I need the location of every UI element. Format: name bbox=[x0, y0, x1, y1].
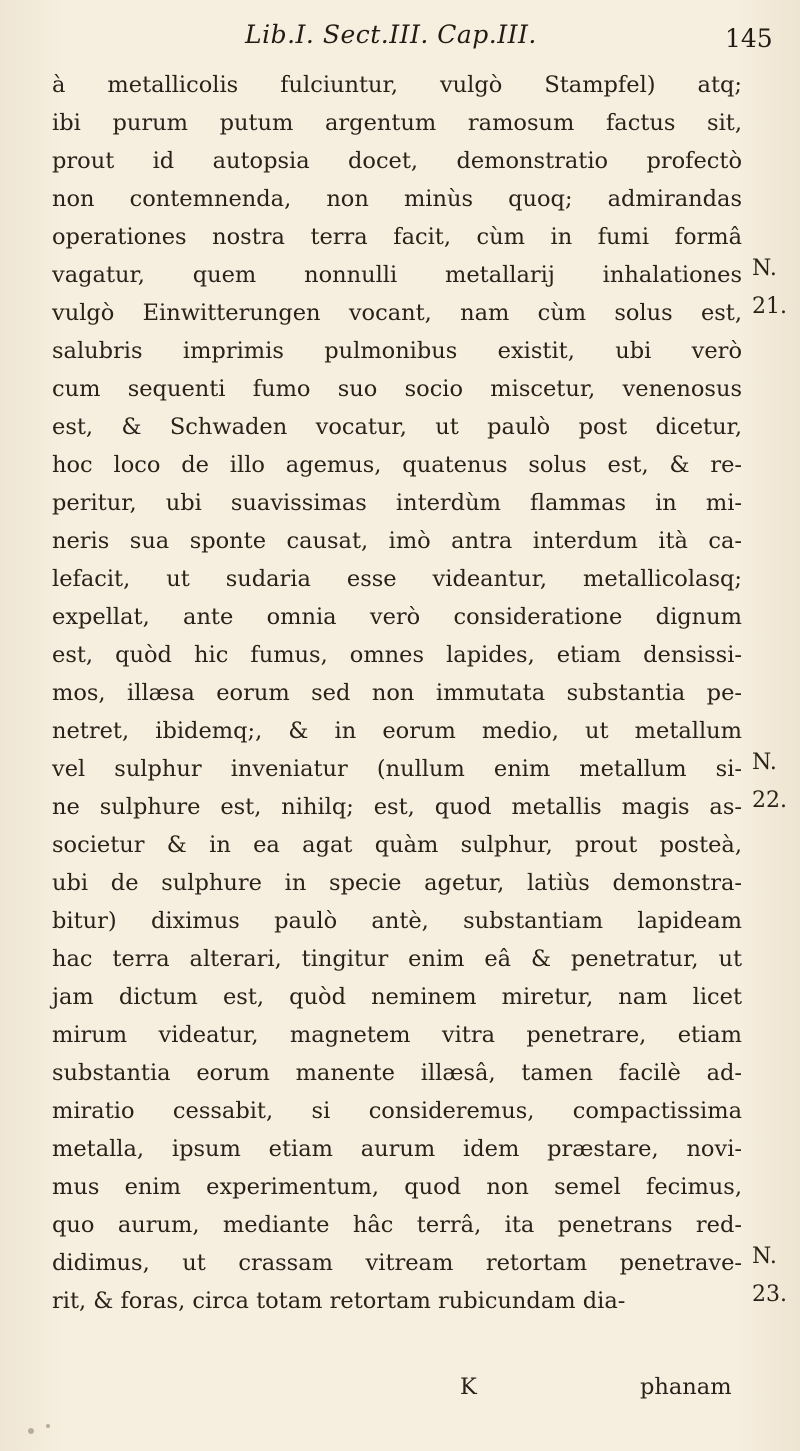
text-line: lefacit, ut sudaria esse videantur, metallicolasq; bbox=[52, 566, 742, 592]
text-line: operationes nostra terra facit, cùm in fumi formâ bbox=[52, 224, 742, 250]
text-line: hac terra alterari, tingitur enim eâ & penetratur, ut bbox=[52, 946, 742, 972]
text-line: salubris imprimis pulmonibus existit, ubi verò bbox=[52, 338, 742, 364]
text-line: miratio cessabit, si consideremus, compactissima bbox=[52, 1098, 742, 1124]
paper-speck bbox=[46, 1424, 50, 1428]
text-line: substantia eorum manente illæsâ, tamen facilè ad- bbox=[52, 1060, 742, 1086]
text-line: cum sequenti fumo suo socio miscetur, venenosus bbox=[52, 376, 742, 402]
text-line: mus enim experimentum, quod non semel fecimus, bbox=[52, 1174, 742, 1200]
text-line: netret, ibidemq;, & in eorum medio, ut metallum bbox=[52, 718, 742, 744]
page-footer bbox=[0, 1374, 800, 1408]
text-line: didimus, ut crassam vitream retortam penetrave- bbox=[52, 1250, 742, 1276]
text-line: ne sulphure est, nihilq; est, quod metallis magis as- bbox=[52, 794, 742, 820]
text-line: ubi de sulphure in specie agetur, latiùs demonstra- bbox=[52, 870, 742, 896]
text-line: mirum videatur, magnetem vitra penetrare, etiam bbox=[52, 1022, 742, 1048]
text-line: metalla, ipsum etiam aurum idem præstare, novi- bbox=[52, 1136, 742, 1162]
text-line: peritur, ubi suavissimas interdùm flammas in mi- bbox=[52, 490, 742, 516]
signature-mark: K bbox=[460, 1374, 477, 1400]
page-number: 145 bbox=[725, 24, 773, 53]
margin-note: N. bbox=[752, 256, 777, 281]
text-line: bitur) diximus paulò antè, substantiam lapideam bbox=[52, 908, 742, 934]
text-line: non contemnenda, non minùs quoq; admirandas bbox=[52, 186, 742, 212]
text-line: societur & in ea agat quàm sulphur, prout posteà, bbox=[52, 832, 742, 858]
text-line: prout id autopsia docet, demonstratio profectò bbox=[52, 148, 742, 174]
margin-note: 22. bbox=[752, 788, 787, 813]
text-line: vagatur, quem nonnulli metallarij inhalationes bbox=[52, 262, 742, 288]
text-line: vulgò Einwitterungen vocant, nam cùm solus est, bbox=[52, 300, 742, 326]
margin-note: 21. bbox=[752, 294, 787, 319]
running-head bbox=[0, 14, 800, 54]
paper-speck bbox=[28, 1428, 34, 1434]
text-line: mos, illæsa eorum sed non immutata substantia pe- bbox=[52, 680, 742, 706]
text-line: jam dictum est, quòd neminem miretur, nam licet bbox=[52, 984, 742, 1010]
text-line: neris sua sponte causat, imò antra interdum ità ca- bbox=[52, 528, 742, 554]
catchword: phanam bbox=[640, 1374, 732, 1400]
text-line: quo aurum, mediante hâc terrâ, ita penetrans red- bbox=[52, 1212, 742, 1238]
text-line: est, quòd hic fumus, omnes lapides, etiam densissi- bbox=[52, 642, 742, 668]
text-line: vel sulphur inveniatur (nullum enim metallum si- bbox=[52, 756, 742, 782]
text-line: ibi purum putum argentum ramosum factus sit, bbox=[52, 110, 742, 136]
text-line: rit, & foras, circa totam retortam rubicundam dia- bbox=[52, 1288, 626, 1314]
text-line: à metallicolis fulciuntur, vulgò Stampfel) atq; bbox=[52, 72, 742, 98]
margin-note: N. bbox=[752, 750, 777, 775]
margin-note: N. bbox=[752, 1244, 777, 1269]
text-line: expellat, ante omnia verò consideratione dignum bbox=[52, 604, 742, 630]
text-line: hoc loco de illo agemus, quatenus solus est, & re- bbox=[52, 452, 742, 478]
margin-note: 23. bbox=[752, 1282, 787, 1307]
running-title: Lib.I. Sect.III. Cap.III. bbox=[245, 20, 537, 49]
text-line: est, & Schwaden vocatur, ut paulò post dicetur, bbox=[52, 414, 742, 440]
main-text-block bbox=[52, 66, 742, 1320]
